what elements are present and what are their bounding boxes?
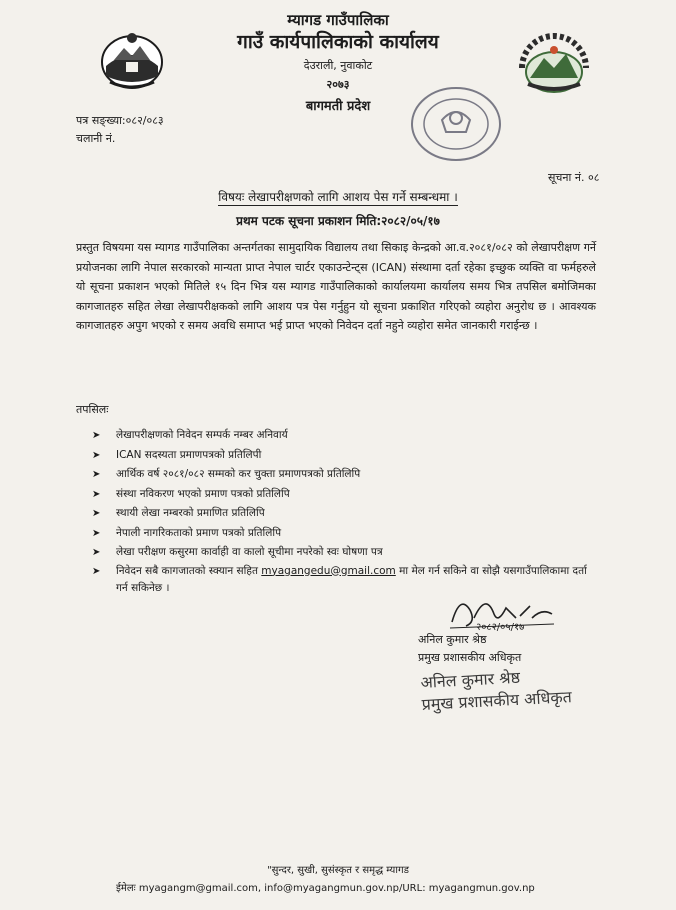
list-item: ➤ स्थायी लेखा नम्बरको प्रमाणित प्रतिलिपि: [92, 504, 596, 524]
arrow-bullet-icon: ➤: [92, 508, 101, 519]
arrow-bullet-icon: ➤: [92, 488, 101, 500]
footer-contact: ईमेलः myagangm@gmail.com, info@myagangmun.gov.np/URL: myagangmun.gov.np: [116, 883, 535, 894]
arrow-bullet-icon: ➤: [92, 469, 101, 480]
reference-number: पत्र सङ्ख्या:०८२/०८३: [76, 114, 164, 127]
established-year: २०७३: [326, 78, 350, 91]
office-address: देउराली, नुवाकोट: [303, 59, 373, 72]
arrow-bullet-icon: ➤: [92, 449, 101, 461]
arrow-bullet-icon: ➤: [92, 527, 101, 539]
publication-date: प्रथम पटक सूचना प्रकाशन मिति:२०८२/०५/१७: [236, 214, 440, 228]
footer-slogan: "सुन्दर, सुखी, सुसंस्कृत र समृद्ध म्यागड: [267, 865, 409, 876]
stamp-name: अनिल कुमार श्रेष्ठ: [420, 667, 521, 692]
signer-title: प्रमुख प्रशासकीय अधिकृत: [418, 651, 522, 664]
name-stamp: [420, 664, 572, 716]
arrow-bullet-icon: ➤: [92, 547, 101, 558]
province-name: बागमती प्रदेश: [305, 99, 371, 114]
dispatch-number: चलानी नं.: [76, 132, 116, 145]
list-item: ➤ ICAN सदस्यता प्रमाणपत्रको प्रतिलिपी: [92, 446, 596, 466]
organization-name: म्यागड गाउँपालिका: [287, 11, 389, 29]
signature-date: २०८२/०५/१७: [476, 622, 525, 632]
handwritten-signature: [446, 588, 558, 632]
notice-body: प्रस्तुत विषयमा यस म्यागड गाउँपालिका अन्तर्गतका सामुदायिक विद्यालय तथा सिकाइ केन्द्रको आ.व.२०८१/०८२ को लेखापरीक्षण गर्ने प्रयोजनका लागि नेपाल सरकारको मान्यता प्राप्त नेपाल चार्टर एकाउन्टेन्ट्स (ICAN) संस्थामा दर्ता रहेका इच्छुक व्यक्ति वा फर्महरुले यो सूचना प्रकाशन भएको मितिले १५ दिन भित्र यस म्यागड गाउँपालिकाको कार्यालयमा कार्यालय समय भित्र तपसिल बमोजिमका कागजातहरु सहित लेखा लेखापरीक्षकको लागि आशय पत्र पेस गर्नुहुन यो सूचना प्रकाशित गरिएको व्यहोरा अनुरोध छ । आवश्यक कागजातहरु अपुग भएको र समय अवधि समाप्त भई प्राप्त भएको निवेदन दर्ता नहुने व्यहोरा समेत जानकारी गराईन्छ ।: [76, 241, 596, 332]
list-item: ➤ लेखापरीक्षणको निवेदन सम्पर्क नम्बर अनिवार्य: [92, 426, 596, 446]
stamp-title: प्रमुख प्रशासकीय अधिकृत: [421, 687, 573, 714]
notice-number: सूचना नं. ०८: [548, 171, 600, 184]
arrow-bullet-icon: ➤: [92, 565, 101, 577]
list-item: ➤ लेखा परीक्षण कसुरमा कार्वाही वा कालो सूचीमा नपरेको स्वः घोषणा पत्र: [92, 543, 596, 563]
details-label: तपसिलः: [76, 403, 109, 416]
subject-line: [0, 188, 676, 205]
list-item: ➤ संस्था नविकरण भएको प्रमाण पत्रको प्रतिलिपि: [92, 485, 596, 505]
email-link[interactable]: myagangedu@gmail.com: [261, 564, 396, 577]
list-item: ➤ नेपाली नागरिकताको प्रमाण पत्रको प्रतिलिपि: [92, 524, 596, 544]
list-item: ➤ आर्थिक वर्ष २०८१/०८२ सम्मको कर चुक्ता प्रमाणपत्रको प्रतिलिपि: [92, 465, 596, 485]
requirements-list: [92, 426, 596, 597]
arrow-bullet-icon: ➤: [92, 430, 101, 441]
list-item: ➤ निवेदन सबै कागजातको स्क्यान सहित myagangedu@gmail.com मा मेल गर्न सकिने वा सोझै यसगाउँपालिकामा दर्ता गर्न सकिनेछ ।: [92, 564, 587, 594]
office-name: गाउँ कार्यपालिकाको कार्यालय: [237, 31, 439, 53]
subject-text: विषयः लेखापरीक्षणको लागि आशय पेस गर्ने सम्बन्धमा ।: [218, 190, 458, 204]
signer-name: अनिल कुमार श्रेष्ठ: [418, 633, 487, 646]
